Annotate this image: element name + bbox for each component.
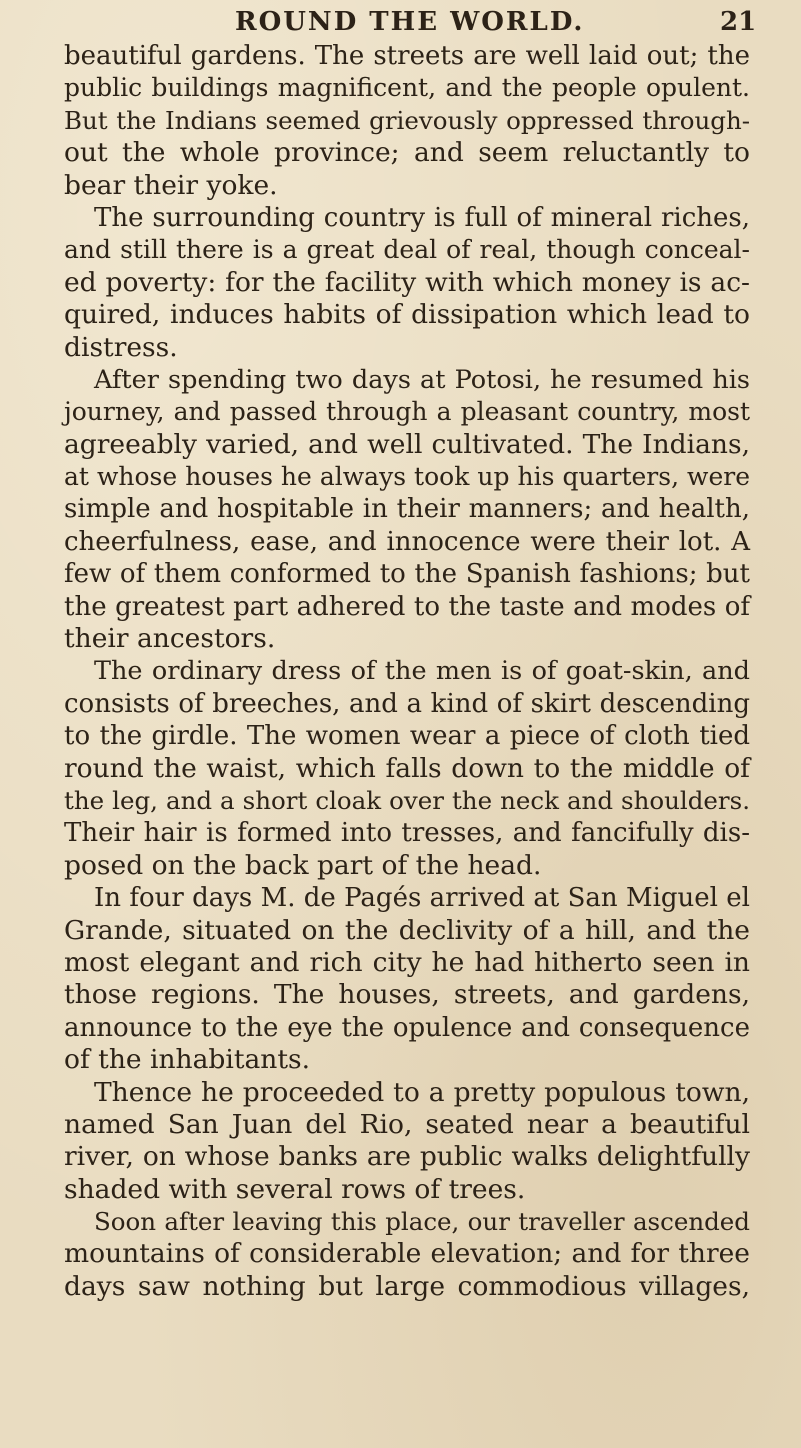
text-line: posed on the back part of the head.: [64, 849, 542, 881]
text-line: simple and hospitable in their manners; and health,: [64, 494, 750, 525]
text-line: most elegant and rich city he had hitherto seen in: [64, 946, 750, 978]
text-line: agreeably varied, and well cultivated. The Indians,: [64, 428, 750, 460]
text-line: shaded with several rows of trees.: [64, 1173, 526, 1205]
text-line: consists of breeches, and a kind of skirt descending: [64, 688, 750, 719]
text-line: Thence he proceeded to a pretty populous town,: [94, 1076, 750, 1108]
text-line: After spending two days at Potosi, he resumed his: [94, 364, 750, 395]
text-line: The surrounding country is full of mineral riches,: [94, 202, 750, 233]
text-line: to the girdle. The women wear a piece of cloth tied: [64, 721, 750, 752]
text-line: distress.: [64, 331, 178, 363]
page-number: 21: [720, 7, 757, 37]
text-line: and still there is a great deal of real, though conceal-: [64, 235, 750, 265]
text-line: In four days M. de Pagés arrived at San Miguel el: [94, 883, 750, 914]
text-line: The ordinary dress of the men is of goat-skin, and: [94, 656, 750, 687]
text-line: beautiful gardens. The streets are well laid out; the: [64, 41, 750, 71]
running-head: [0, 4, 801, 40]
text-line: ed poverty: for the facility with which money is ac-: [64, 266, 750, 298]
text-line: those regions. The houses, streets, and gardens,: [64, 979, 750, 1011]
text-line: out the whole province; and seem reluctantly to: [64, 137, 750, 169]
text-line: announce to the eye the opulence and consequence: [64, 1012, 750, 1043]
text-line: cheerfulness, ease, and innocence were their lot. A: [64, 526, 750, 557]
text-line: mountains of considerable elevation; and for three: [64, 1238, 750, 1270]
text-line: named San Juan del Rio, seated near a beautiful: [64, 1108, 750, 1140]
text-line: of the inhabitants.: [64, 1044, 311, 1076]
text-line: Soon after leaving this place, our traveller ascended: [94, 1207, 750, 1237]
text-line: the greatest part adhered to the taste and modes of: [64, 591, 750, 622]
text-line: Grande, situated on the declivity of a hill, and the: [64, 914, 750, 946]
text-line: round the waist, which falls down to the middle of: [64, 752, 750, 784]
text-line: few of them conformed to the Spanish fashions; but: [64, 559, 750, 590]
body-text: [64, 40, 750, 1303]
text-line: journey, and passed through a pleasant country, most: [64, 397, 750, 427]
text-line: bear their yoke.: [64, 169, 278, 201]
text-line: river, on whose banks are public walks delightfully: [64, 1141, 750, 1173]
text-line: their ancestors.: [64, 623, 276, 655]
text-line: Their hair is formed into tresses, and fancifully dis-: [64, 818, 750, 849]
text-line: at whose houses he always took up his quarters, were: [64, 462, 750, 492]
text-line: But the Indians seemed grievously oppressed through-: [64, 105, 750, 135]
text-line: the leg, and a short cloak over the neck and shoulders.: [64, 785, 750, 815]
text-line: days saw nothing but large commodious villages,: [64, 1270, 750, 1302]
text-line: public buildings magnificent, and the people opulent.: [64, 73, 750, 103]
running-title: ROUND THE WORLD.: [235, 7, 585, 37]
text-line: quired, induces habits of dissipation which lead to: [64, 299, 750, 331]
